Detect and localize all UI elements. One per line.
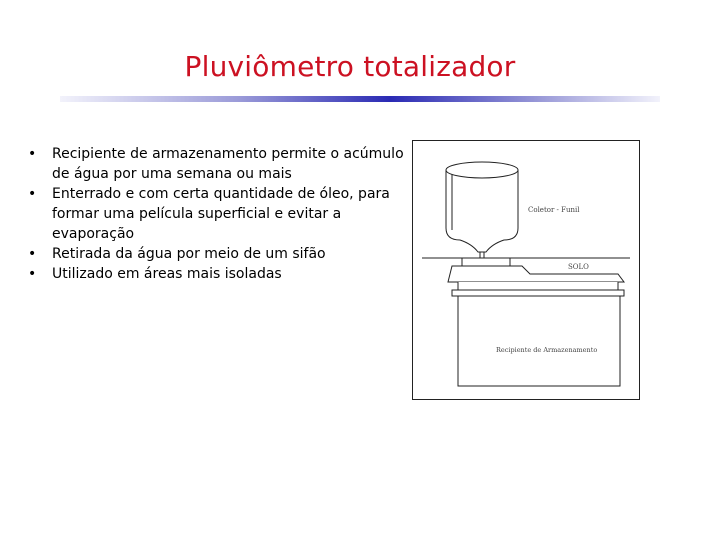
bullet-item [28,244,408,264]
bullet-dot: • [28,186,37,202]
bullet-dot: • [28,266,37,282]
bullet-text: Recipiente de armazenamento permite o acúmulo de água por uma semana ou mais [52,146,404,182]
rain-gauge-diagram [412,140,640,400]
bullet-text: Utilizado em áreas mais isoladas [52,266,282,282]
bullet-text: Enterrado e com certa quantidade de óleo, para formar uma película superficial e evitar a evaporação [52,186,390,242]
slide-title: Pluviômetro totalizador [184,50,516,83]
bullet-list [28,144,408,284]
title-underline [60,96,660,102]
bullet-item [28,264,408,284]
ground-label: SOLO [568,263,589,271]
bullet-item [28,184,408,244]
bullet-item [28,144,408,184]
storage-container [448,258,624,386]
container-label: Recipiente de Armazenamento [496,346,598,354]
collector-label: Coletor - Funil [528,206,580,214]
bullet-dot: • [28,246,37,262]
bullet-dot: • [28,146,37,162]
bullet-text: Retirada da água por meio de um sifão [52,246,326,262]
